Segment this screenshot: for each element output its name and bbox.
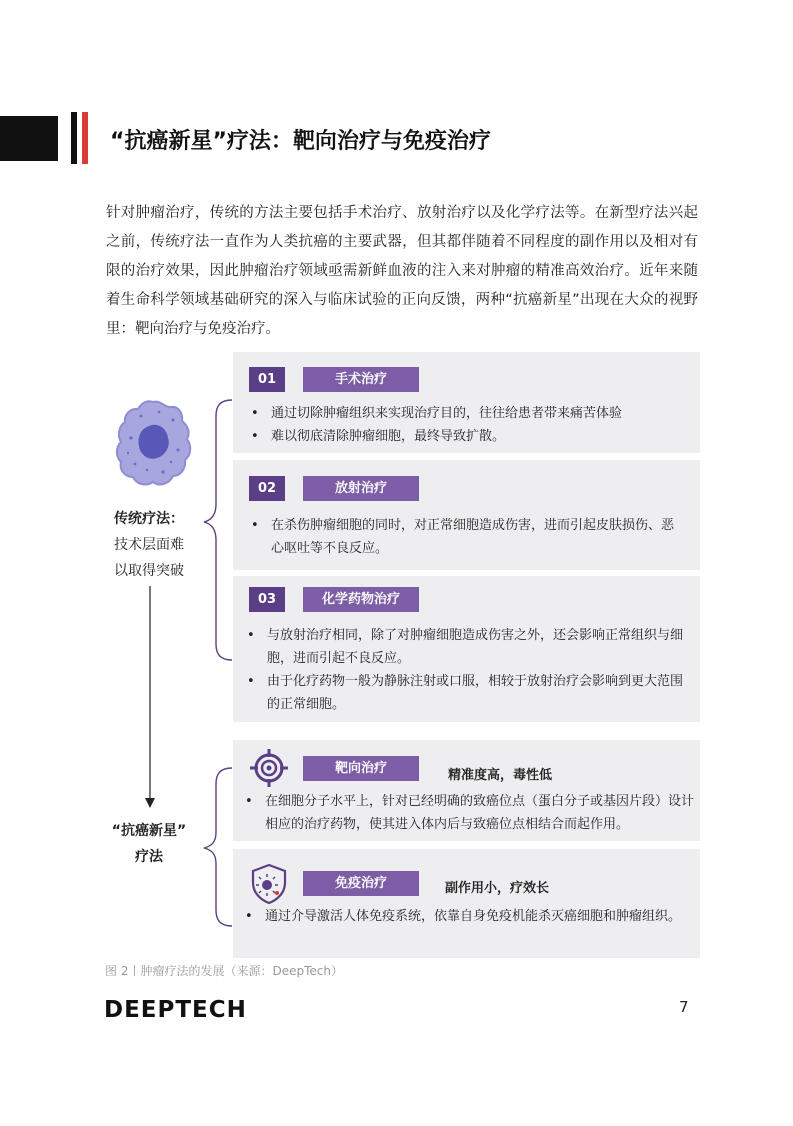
bullet-dot: • <box>247 674 255 689</box>
card-title-pill: 手术治疗 <box>303 367 419 392</box>
bullet-dot: • <box>251 518 259 533</box>
card-radiation <box>233 460 700 570</box>
bullet-text: 在杀伤肿瘤细胞的同时，对正常细胞造成伤害，进而引起皮肤损伤、恶心呕吐等不良反应。 <box>271 518 675 556</box>
card-number: 01 <box>249 367 285 392</box>
bullet-text: 由于化疗药物一般为静脉注射或口服，相较于放射治疗会影响到更大范围的正常细胞。 <box>267 674 684 712</box>
bullet-item <box>251 402 691 425</box>
card-targeted-therapy <box>233 740 700 841</box>
new-star-label-line1: “抗癌新星” <box>111 823 187 839</box>
new-star-label <box>99 818 199 870</box>
card-title-pill: 靶向治疗 <box>303 756 419 781</box>
card-title-pill: 放射治疗 <box>303 476 419 501</box>
deeptech-logo: DEEPTECH <box>104 997 247 1023</box>
card-number: 03 <box>249 587 285 612</box>
bullet-item <box>245 790 697 836</box>
page-title: “抗癌新星”疗法：靶向治疗与免疫治疗 <box>110 129 491 154</box>
card-immunotherapy <box>233 849 700 958</box>
bullet-dot: • <box>247 628 255 643</box>
traditional-label-title: 传统疗法： <box>114 511 184 527</box>
bullet-dot: • <box>251 406 259 421</box>
card-number: 02 <box>249 476 285 501</box>
bullet-item <box>247 624 687 670</box>
immune-shield-icon <box>249 863 289 905</box>
intro-paragraph: 针对肿瘤治疗，传统的方法主要包括手术治疗、放射治疗以及化学疗法等。在新型疗法兴起之前，传统疗法一直作为人类抗癌的主要武器，但其都伴随着不同程度的副作用以及相对有限的治疗效果，因此肿瘤治疗领域亟需新鲜血液的注入来对肿瘤的精准高效治疗。近年来随着生命科学领域基础研究的深入与临床试验的正向反馈，两种“抗癌新星”出现在大众的视野里：靶向治疗与免疫治疗。 <box>106 205 698 337</box>
target-icon <box>249 748 289 788</box>
bullet-text: 与放射治疗相同，除了对肿瘤细胞造成伤害之外，还会影响正常组织与细胞，进而引起不良反应。 <box>267 628 684 666</box>
bullet-item <box>245 905 711 928</box>
bullet-text: 通过切除肿瘤组织来实现治疗目的，往往给患者带来痛苦体验 <box>271 406 623 421</box>
bullet-item <box>247 670 687 716</box>
bullet-dot: • <box>245 794 253 809</box>
header-bar-red <box>82 112 88 164</box>
card-title-pill: 免疫治疗 <box>303 871 419 896</box>
header-block-decoration <box>0 116 58 161</box>
bullet-item <box>251 425 691 448</box>
header-bar-black <box>71 112 77 164</box>
card-title-pill: 化学药物治疗 <box>303 587 419 612</box>
bullet-dot: • <box>245 909 253 924</box>
bullet-item <box>251 514 681 560</box>
card-chemotherapy <box>233 576 700 722</box>
bracket-traditional <box>200 398 236 662</box>
bullet-dot: • <box>251 429 259 444</box>
figure-caption: 图 2丨肿瘤疗法的发展（来源：DeepTech） <box>105 964 343 978</box>
bullet-text: 在细胞分子水平上，针对已经明确的致癌位点（蛋白分子或基因片段）设计相应的治疗药物，使其进入体内后与致癌位点相结合而起作用。 <box>265 794 695 832</box>
traditional-label-line2: 技术层面难 <box>114 537 184 553</box>
feature-tag: 精准度高，毒性低 <box>448 768 553 783</box>
page-number: 7 <box>679 998 689 1016</box>
bracket-new-star <box>200 766 236 928</box>
card-surgery <box>233 352 700 453</box>
timeline-arrow <box>144 586 156 812</box>
bullet-text: 难以彻底清除肿瘤细胞，最终导致扩散。 <box>271 429 506 444</box>
traditional-label-line3: 以取得突破 <box>114 563 184 579</box>
cancer-cell-icon <box>113 398 193 490</box>
traditional-label <box>104 506 194 584</box>
bullet-text: 通过介导激活人体免疫系统，依靠自身免疫机能杀灭癌细胞和肿瘤组织。 <box>265 909 682 924</box>
feature-tag: 副作用小，疗效长 <box>445 881 550 896</box>
new-star-label-line2: 疗法 <box>135 849 163 865</box>
